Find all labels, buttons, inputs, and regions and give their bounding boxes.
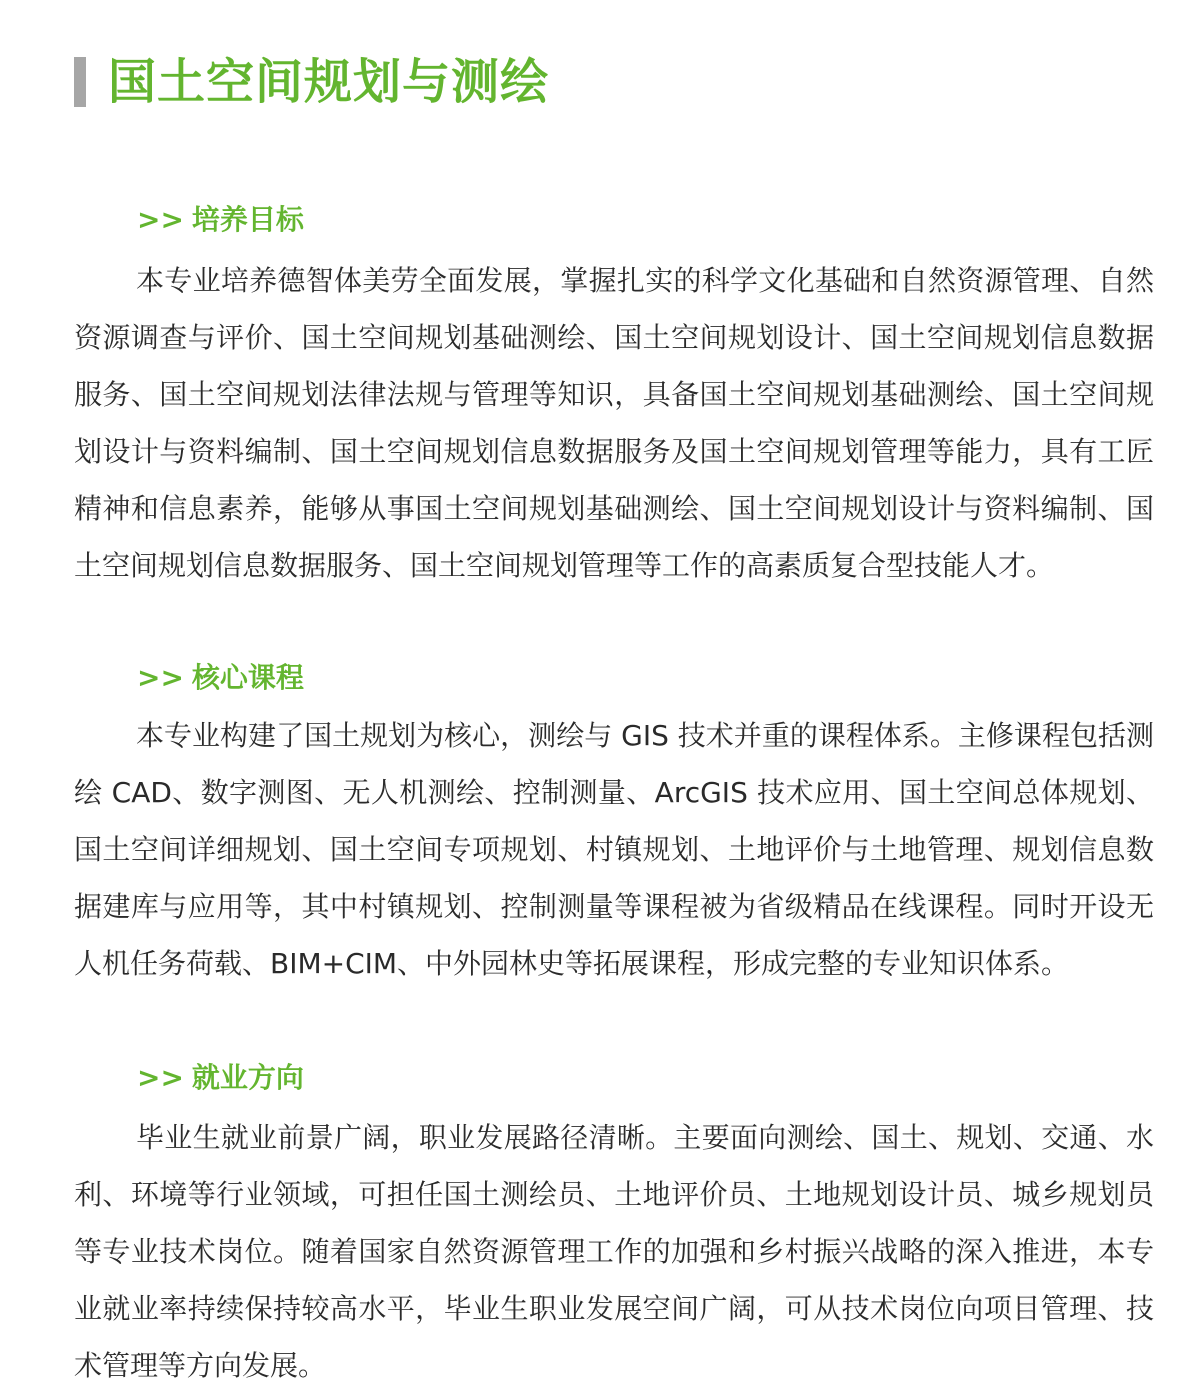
section-heading-label: 培养目标	[191, 203, 304, 236]
section-heading-label: 核心课程	[191, 661, 304, 694]
chevron-right-icon: >>	[137, 1061, 184, 1094]
page-title: 国土空间规划与测绘	[108, 54, 550, 110]
section-heading-goals	[137, 200, 304, 240]
section-body-goals: 本专业培养德智体美劳全面发展，掌握扎实的科学文化基础和自然资源管理、自然资源调查与评价、国土空间规划基础测绘、国土空间规划设计、国土空间规划信息数据服务、国土空间规划法律法规与管理等知识，具备国土空间规划基础测绘、国土空间规划设计与资料编制、国土空间规划信息数据服务及国土空间规划管理等能力，具有工匠精神和信息素养，能够从事国土空间规划基础测绘、国土空间规划设计与资料编制、国土空间规划信息数据服务、国土空间规划管理等工作的高素质复合型技能人才。	[74, 264, 1154, 582]
section-body-courses: 本专业构建了国土规划为核心，测绘与 GIS 技术并重的课程体系。主修课程包括测绘 CAD、数字测图、无人机测绘、控制测量、ArcGIS 技术应用、国土空间总体规划、国土空间详细规划、国土空间专项规划、村镇规划、土地评价与土地管理、规划信息数据建库与应用等，其中村镇规划、控制测量等课程被为省级精品在线课程。同时开设无人机任务荷载、BIM+CIM、中外园林史等拓展课程，形成完整的专业知识体系。	[74, 719, 1154, 980]
section-body-careers: 毕业生就业前景广阔，职业发展路径清晰。主要面向测绘、国土、规划、交通、水利、环境等行业领域，可担任国土测绘员、土地评价员、土地规划设计员、城乡规划员等专业技术岗位。随着国家自然资源管理工作的加强和乡村振兴战略的深入推进，本专业就业率持续保持较高水平，毕业生职业发展空间广阔，可从技术岗位向项目管理、技术管理等方向发展。	[74, 1121, 1154, 1382]
title-accent-bar	[74, 57, 86, 107]
chevron-right-icon: >>	[137, 661, 184, 694]
chevron-right-icon: >>	[137, 203, 184, 236]
title-row	[74, 52, 549, 112]
section-heading-careers	[137, 1058, 304, 1098]
section-heading-label: 就业方向	[191, 1061, 304, 1094]
section-heading-courses	[137, 658, 304, 698]
